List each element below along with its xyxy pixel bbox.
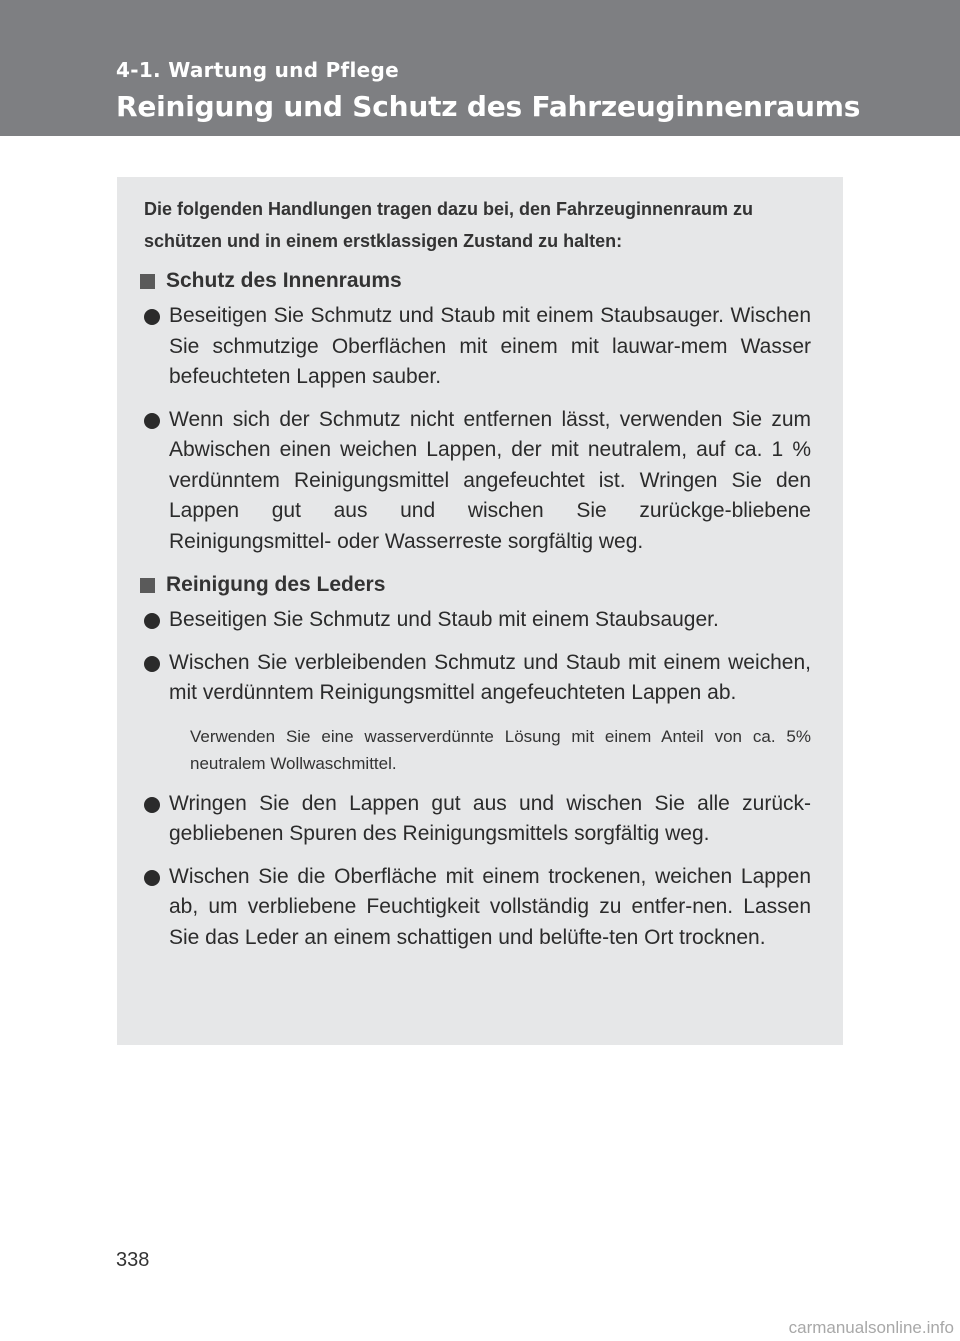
list-item xyxy=(144,301,811,393)
section-heading-label: Reinigung des Leders xyxy=(166,573,386,596)
list-item-text: Beseitigen Sie Schmutz und Staub mit einem Staubsauger. Wischen Sie schmutzige Oberflächen mit einem mit lauwar-mem Wasser befeuchteten Lappen sauber. xyxy=(169,304,811,388)
list-item xyxy=(144,789,811,850)
bullet-dot-icon xyxy=(144,309,160,325)
note-text: Verwenden Sie eine wasserverdünnte Lösung mit einem Anteil von ca. 5% neutralem Wollwaschmittel. xyxy=(190,726,811,773)
intro-text: Die folgenden Handlungen tragen dazu bei, den Fahrzeuginnenraum zu schützen und in einem erstklassigen Zustand zu halten: xyxy=(144,199,754,251)
list-item-text: Wischen Sie die Oberfläche mit einem trockenen, weichen Lappen ab, um verbliebene Feuchtigkeit vollständig zu entfer-nen. Lassen Sie das Leder an einem schattigen und belüfte-ten Ort trocknen. xyxy=(169,864,811,949)
square-icon xyxy=(140,578,155,593)
list-item-text: Wenn sich der Schmutz nicht entfernen lässt, verwenden Sie zum Abwischen einen weichen Lappen, der mit neutralem, auf ca. 1 % verdünntem Reinigungsmittel angefeuchtet ist. Wringen Sie den Lappen gut aus und wischen Sie zurückge-bliebene Reinigungsmittel- oder Wasserreste sorgfältig weg. xyxy=(169,407,811,553)
bullet-dot-icon xyxy=(144,656,160,672)
list-item-text: Wringen Sie den Lappen gut aus und wischen Sie alle zurück-gebliebenen Spuren des Reinigungsmittels sorgfältig weg. xyxy=(169,791,811,845)
watermark: carmanualsonline.info xyxy=(788,1318,954,1337)
page-title: Reinigung und Schutz des Fahrzeuginnenraums xyxy=(116,90,861,123)
section-heading-label: Schutz des Innenraums xyxy=(166,269,402,292)
page-header xyxy=(0,0,960,136)
list-item xyxy=(144,605,811,636)
list-item xyxy=(144,648,811,709)
bullet-dot-icon xyxy=(144,797,160,813)
list-item-text: Wischen Sie verbleibenden Schmutz und Staub mit einem weichen, mit verdünntem Reinigungsmittel angefeuchteten Lappen ab. xyxy=(169,650,811,704)
list-item xyxy=(144,862,811,954)
bullet-dot-icon xyxy=(144,613,160,629)
page-number: 338 xyxy=(116,1249,150,1271)
bullet-dot-icon xyxy=(144,413,160,429)
section-heading-leather xyxy=(140,569,811,601)
square-icon xyxy=(140,274,155,289)
section-label: 4-1. Wartung und Pflege xyxy=(116,58,400,82)
content-panel xyxy=(117,177,843,1045)
list-item xyxy=(144,405,811,558)
list-item-text: Beseitigen Sie Schmutz und Staub mit einem Staubsauger. xyxy=(169,608,719,631)
bullet-dot-icon xyxy=(144,870,160,886)
section-heading-interior xyxy=(140,265,811,297)
